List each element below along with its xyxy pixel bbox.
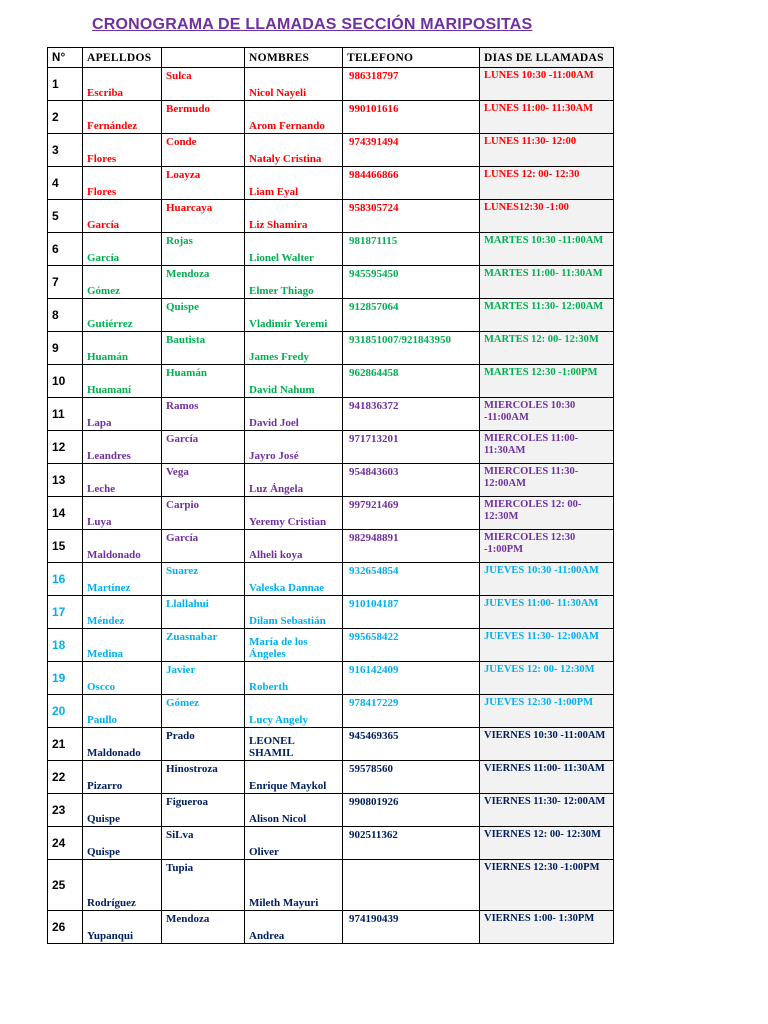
call-schedule: MIERCOLES 11:00- 11:30AM [480, 431, 614, 464]
second-surname: SiLva [162, 827, 245, 860]
first-surname: Maldonado [83, 530, 162, 563]
row-number: 9 [48, 332, 83, 365]
header-apellidos: APELLDOS [83, 48, 162, 68]
first-surname: Leche [83, 464, 162, 497]
phone-number: 971713201 [343, 431, 480, 464]
table-row [48, 911, 614, 944]
table-row [48, 365, 614, 398]
first-names: David Nahum [245, 365, 343, 398]
first-surname: Flores [83, 134, 162, 167]
call-schedule: JUEVES 12:30 -1:00PM [480, 695, 614, 728]
second-surname: Bautista [162, 332, 245, 365]
call-schedule: MARTES 12:30 -1:00PM [480, 365, 614, 398]
table-row [48, 398, 614, 431]
row-number: 15 [48, 530, 83, 563]
second-surname: Suarez [162, 563, 245, 596]
call-schedule: JUEVES 11:30- 12:00AM [480, 629, 614, 662]
table-row [48, 101, 614, 134]
table-row [48, 662, 614, 695]
table-row [48, 464, 614, 497]
phone-number: 997921469 [343, 497, 480, 530]
second-surname: Quispe [162, 299, 245, 332]
row-number: 13 [48, 464, 83, 497]
second-surname: Huarcaya [162, 200, 245, 233]
row-number: 12 [48, 431, 83, 464]
first-surname: García [83, 200, 162, 233]
first-surname: Martínez [83, 563, 162, 596]
first-names: Valeska Dannae [245, 563, 343, 596]
phone-number: 958305724 [343, 200, 480, 233]
row-number: 23 [48, 794, 83, 827]
second-surname: García [162, 530, 245, 563]
table-row [48, 728, 614, 761]
table-row [48, 629, 614, 662]
row-number: 17 [48, 596, 83, 629]
phone-number: 981871115 [343, 233, 480, 266]
second-surname: Ramos [162, 398, 245, 431]
phone-number: 954843603 [343, 464, 480, 497]
first-names: LEONEL SHAMIL [245, 728, 343, 761]
table-row [48, 332, 614, 365]
phone-number: 916142409 [343, 662, 480, 695]
row-number: 5 [48, 200, 83, 233]
call-schedule: VIERNES 12:30 -1:00PM [480, 860, 614, 911]
phone-number: 910104187 [343, 596, 480, 629]
phone-number: 990801926 [343, 794, 480, 827]
first-names: Luz Ángela [245, 464, 343, 497]
table-row [48, 695, 614, 728]
first-surname: Leandres [83, 431, 162, 464]
second-surname: Prado [162, 728, 245, 761]
call-schedule: MARTES 12: 00- 12:30M [480, 332, 614, 365]
page-title: CRONOGRAMA DE LLAMADAS SECCIÓN MARIPOSITAS [92, 16, 533, 33]
first-names: Yeremy Cristian [245, 497, 343, 530]
call-schedule: VIERNES 10:30 -11:00AM [480, 728, 614, 761]
second-surname: Vega [162, 464, 245, 497]
first-names: Liz Shamira [245, 200, 343, 233]
phone-number: 984466866 [343, 167, 480, 200]
phone-number: 941836372 [343, 398, 480, 431]
phone-number: 986318797 [343, 68, 480, 101]
call-schedule: MIERCOLES 12: 00- 12:30M [480, 497, 614, 530]
first-surname: Medina [83, 629, 162, 662]
call-schedule: VIERNES 1:00- 1:30PM [480, 911, 614, 944]
row-number: 18 [48, 629, 83, 662]
row-number: 8 [48, 299, 83, 332]
second-surname: Mendoza [162, 266, 245, 299]
table-row [48, 563, 614, 596]
call-schedule: MARTES 11:00- 11:30AM [480, 266, 614, 299]
table-row [48, 827, 614, 860]
table-row [48, 530, 614, 563]
second-surname: Javier [162, 662, 245, 695]
row-number: 6 [48, 233, 83, 266]
phone-number: 974190439 [343, 911, 480, 944]
first-surname: Yupanqui [83, 911, 162, 944]
row-number: 20 [48, 695, 83, 728]
table-row [48, 167, 614, 200]
first-names: Lionel Walter [245, 233, 343, 266]
second-surname: Hinostroza [162, 761, 245, 794]
first-surname: Rodríguez [83, 860, 162, 911]
first-names: Dilam Sebastián [245, 596, 343, 629]
row-number: 7 [48, 266, 83, 299]
call-schedule: VIERNES 12: 00- 12:30M [480, 827, 614, 860]
phone-number: 974391494 [343, 134, 480, 167]
header-apellidos-second [162, 48, 245, 68]
first-surname: Quispe [83, 827, 162, 860]
call-schedule: VIERNES 11:00- 11:30AM [480, 761, 614, 794]
first-names: Oliver [245, 827, 343, 860]
table-row [48, 299, 614, 332]
first-names: Alheli koya [245, 530, 343, 563]
phone-number [343, 860, 480, 911]
second-surname: Figueroa [162, 794, 245, 827]
table-row [48, 794, 614, 827]
first-surname: Maldonado [83, 728, 162, 761]
first-surname: García [83, 233, 162, 266]
first-surname: Pizarro [83, 761, 162, 794]
header-nombres: NOMBRES [245, 48, 343, 68]
phone-number: 945595450 [343, 266, 480, 299]
phone-number: 978417229 [343, 695, 480, 728]
first-names: Roberth [245, 662, 343, 695]
table-body [48, 68, 614, 944]
phone-number: 945469365 [343, 728, 480, 761]
header-dias: DIAS DE LLAMADAS [480, 48, 614, 68]
table-row [48, 761, 614, 794]
call-schedule: JUEVES 12: 00- 12:30M [480, 662, 614, 695]
header-telefono: TELEFONO [343, 48, 480, 68]
first-names: María de los Ángeles [245, 629, 343, 662]
call-schedule: LUNES12:30 -1:00 [480, 200, 614, 233]
phone-number: 990101616 [343, 101, 480, 134]
call-schedule: LUNES 10:30 -11:00AM [480, 68, 614, 101]
second-surname: Gómez [162, 695, 245, 728]
table-row [48, 860, 614, 911]
phone-number: 962864458 [343, 365, 480, 398]
first-names: Liam Eyal [245, 167, 343, 200]
first-names: Mileth Mayuri [245, 860, 343, 911]
second-surname: Mendoza [162, 911, 245, 944]
first-names: Elmer Thiago [245, 266, 343, 299]
call-schedule: LUNES 11:00- 11:30AM [480, 101, 614, 134]
table-row [48, 431, 614, 464]
second-surname: Llallahui [162, 596, 245, 629]
second-surname: Tupia [162, 860, 245, 911]
row-number: 26 [48, 911, 83, 944]
row-number: 1 [48, 68, 83, 101]
second-surname: Huamán [162, 365, 245, 398]
second-surname: Carpio [162, 497, 245, 530]
phone-number: 912857064 [343, 299, 480, 332]
first-surname: Méndez [83, 596, 162, 629]
call-schedule: LUNES 12: 00- 12:30 [480, 167, 614, 200]
second-surname: García [162, 431, 245, 464]
row-number: 3 [48, 134, 83, 167]
first-surname: Escriba [83, 68, 162, 101]
first-surname: Gómez [83, 266, 162, 299]
header-row [48, 48, 614, 68]
row-number: 10 [48, 365, 83, 398]
first-names: David Joel [245, 398, 343, 431]
phone-number: 902511362 [343, 827, 480, 860]
first-names: Alison Nicol [245, 794, 343, 827]
first-names: Lucy Angely [245, 695, 343, 728]
phone-number: 932654854 [343, 563, 480, 596]
phone-number: 59578560 [343, 761, 480, 794]
row-number: 25 [48, 860, 83, 911]
row-number: 21 [48, 728, 83, 761]
first-surname: Flores [83, 167, 162, 200]
second-surname: Conde [162, 134, 245, 167]
phone-number: 995658422 [343, 629, 480, 662]
second-surname: Zuasnabar [162, 629, 245, 662]
call-schedule: MIERCOLES 10:30 -11:00AM [480, 398, 614, 431]
first-surname: Paullo [83, 695, 162, 728]
first-surname: Lapa [83, 398, 162, 431]
row-number: 19 [48, 662, 83, 695]
call-schedule: MIERCOLES 12:30 -1:00PM [480, 530, 614, 563]
first-surname: Huamán [83, 332, 162, 365]
first-names: Enrique Maykol [245, 761, 343, 794]
call-schedule: JUEVES 10:30 -11:00AM [480, 563, 614, 596]
table-row [48, 68, 614, 101]
first-surname: Quispe [83, 794, 162, 827]
first-surname: Huamaní [83, 365, 162, 398]
second-surname: Loayza [162, 167, 245, 200]
first-names: Nataly Cristina [245, 134, 343, 167]
first-names: Arom Fernando [245, 101, 343, 134]
first-names: James Fredy [245, 332, 343, 365]
table-row [48, 596, 614, 629]
first-names: Andrea [245, 911, 343, 944]
first-names: Vladimir Yeremi [245, 299, 343, 332]
row-number: 24 [48, 827, 83, 860]
second-surname: Rojas [162, 233, 245, 266]
first-surname: Luya [83, 497, 162, 530]
table-row [48, 266, 614, 299]
first-surname: Fernández [83, 101, 162, 134]
schedule-table [47, 47, 614, 944]
row-number: 4 [48, 167, 83, 200]
row-number: 22 [48, 761, 83, 794]
table-row [48, 497, 614, 530]
row-number: 2 [48, 101, 83, 134]
second-surname: Bermudo [162, 101, 245, 134]
first-names: Jayro José [245, 431, 343, 464]
call-schedule: VIERNES 11:30- 12:00AM [480, 794, 614, 827]
call-schedule: MIERCOLES 11:30- 12:00AM [480, 464, 614, 497]
header-number: N° [48, 48, 83, 68]
phone-number: 982948891 [343, 530, 480, 563]
call-schedule: LUNES 11:30- 12:00 [480, 134, 614, 167]
call-schedule: MARTES 10:30 -11:00AM [480, 233, 614, 266]
row-number: 14 [48, 497, 83, 530]
second-surname: Sulca [162, 68, 245, 101]
table-row [48, 233, 614, 266]
first-names: Nicol Nayeli [245, 68, 343, 101]
first-surname: Gutiérrez [83, 299, 162, 332]
row-number: 16 [48, 563, 83, 596]
row-number: 11 [48, 398, 83, 431]
first-surname: Oscco [83, 662, 162, 695]
table-row [48, 200, 614, 233]
phone-number: 931851007/921843950 [343, 332, 480, 365]
call-schedule: JUEVES 11:00- 11:30AM [480, 596, 614, 629]
call-schedule: MARTES 11:30- 12:00AM [480, 299, 614, 332]
table-row [48, 134, 614, 167]
